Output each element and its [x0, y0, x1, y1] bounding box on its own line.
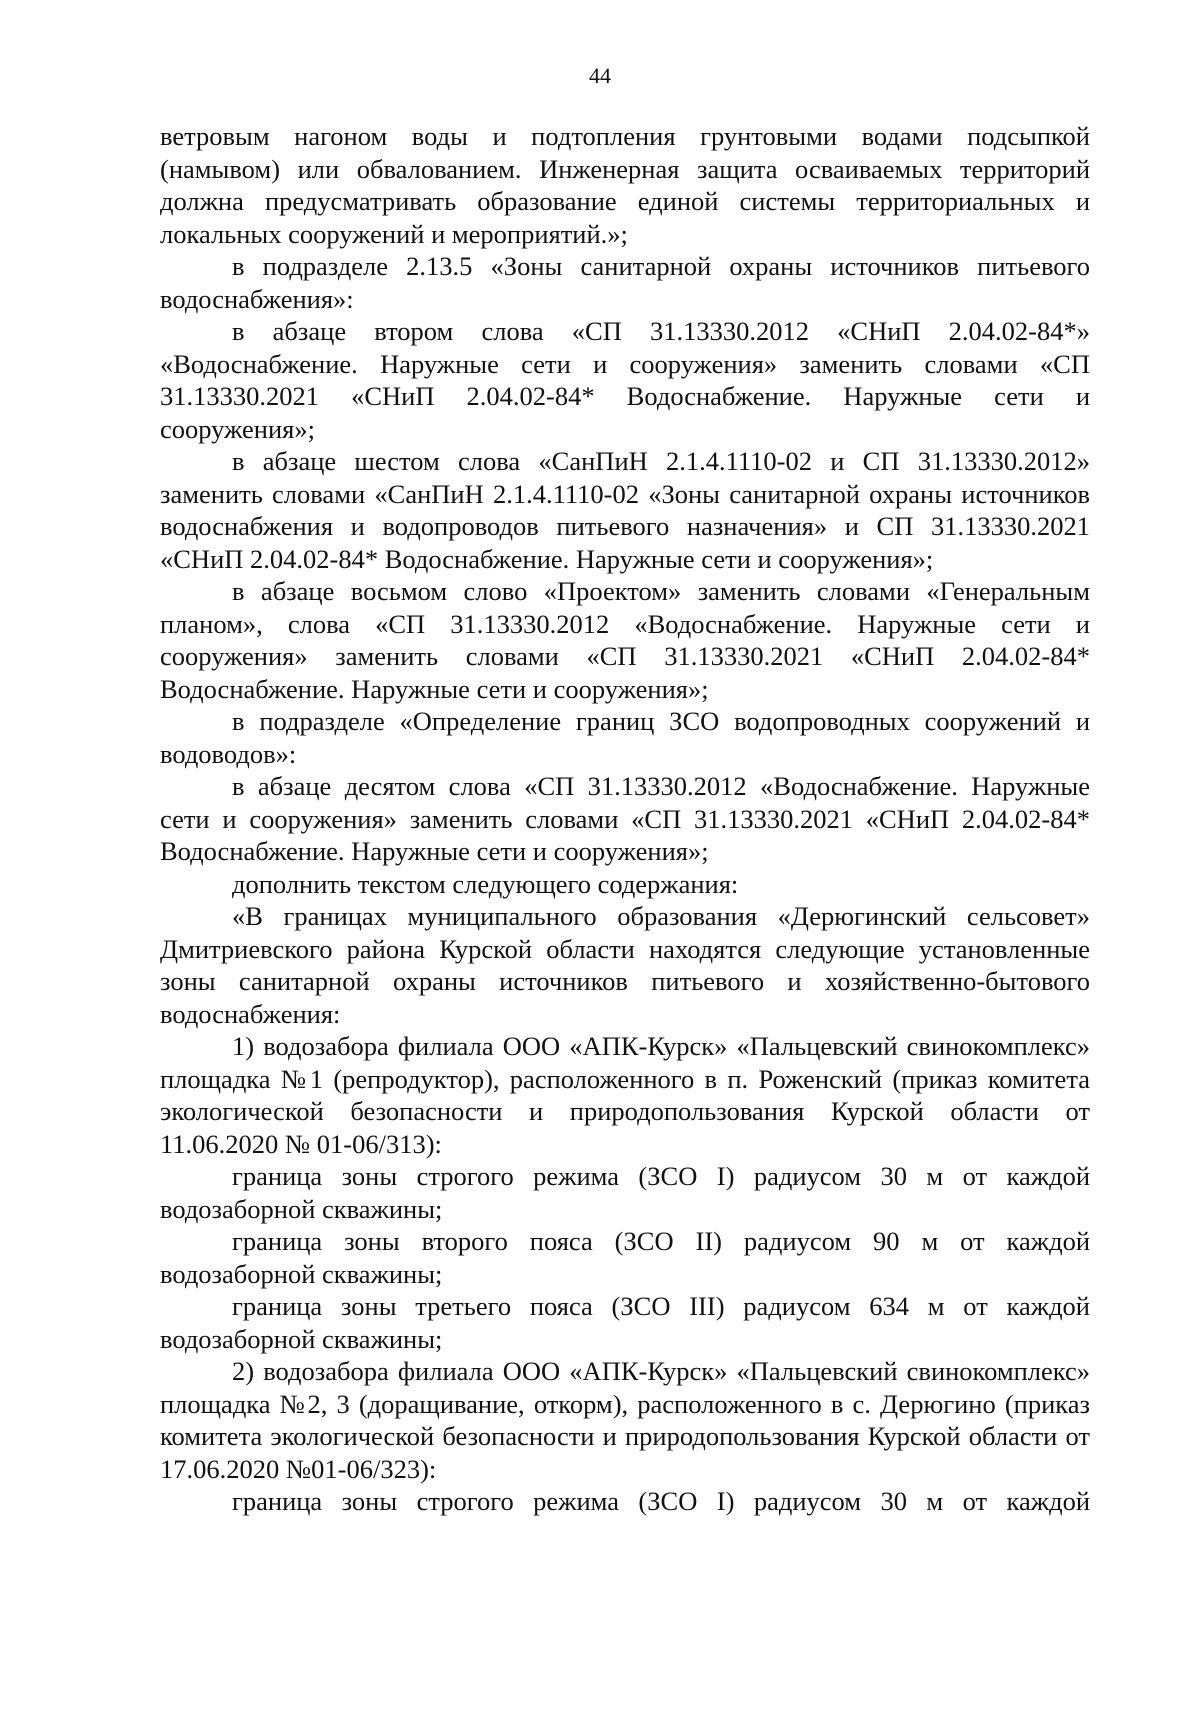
- paragraph-subsection-zso-borders: в подразделе «Определение границ ЗСО водопроводных сооружений и водоводов»:: [160, 706, 1090, 769]
- paragraph-abzats-vosmoy: в абзаце восьмом слово «Проектом» заменить словами «Генеральным планом», слова «СП 31.13330.2012 «Водоснабжение. Наружные сети и сооружения» заменить словами «СП 31.13330.2021 «СНиП 2.04.02-84* Водоснабжение. Наружные сети и сооружения»;: [160, 576, 1090, 704]
- paragraph-abzats-shestoy: в абзаце шестом слова «СанПиН 2.1.4.1110-02 и СП 31.13330.2012» заменить словами «СанПиН 2.1.4.1110-02 «Зоны санитарной охраны источников водоснабжения и водопроводов питьевого назначения» и СП 31.13330.2021 «СНиП 2.04.02-84* Водоснабжение. Наружные сети и сооружения»;: [160, 446, 1090, 574]
- paragraph-municipal-zones: «В границах муниципального образования «Дерюгинский сельсовет» Дмитриевского района Курской области находятся следующие установленные зоны санитарной охраны источников питьевого и хозяйственно-бытового водоснабжения:: [160, 901, 1090, 1029]
- document-body: [160, 120, 1090, 1518]
- paragraph-abzats-vtoroy: в абзаце втором слова «СП 31.13330.2012 «СНиП 2.04.02-84*» «Водоснабжение. Наружные сети и сооружения» заменить словами «СП 31.13330.2021 «СНиП 2.04.02-84* Водоснабжение. Наружные сети и сооружения»;: [160, 316, 1090, 444]
- paragraph-item-2: 2) водозабора филиала ООО «АПК-Курск» «Пальцевский свинокомплекс» площадка №2, 3 (доращивание, откорм), расположенного в с. Дерюгино (приказ комитета экологической безопасности и природопользования Курской области от 17.06.2020 №01-06/323):: [160, 1356, 1090, 1484]
- paragraph-continuation: ветровым нагоном воды и подтопления грунтовыми водами подсыпкой (намывом) или обвалованием. Инженерная защита осваиваемых территорий должна предусматривать образование единой системы территориальных и локальных сооружений и мероприятий.»;: [160, 121, 1090, 249]
- paragraph-add-text: дополнить текстом следующего содержания:: [232, 868, 739, 899]
- paragraph-zone-strict-1: граница зоны строгого режима (ЗСО I) радиусом 30 м от каждой водозаборной скважины;: [160, 1161, 1090, 1224]
- page-number: 44: [589, 63, 611, 88]
- paragraph-zone-third-1: граница зоны третьего пояса (ЗСО III) радиусом 634 м от каждой водозаборной скважины;: [160, 1291, 1090, 1354]
- paragraph-subsection-2-13-5: в подразделе 2.13.5 «Зоны санитарной охраны источников питьевого водоснабжения»:: [160, 251, 1090, 314]
- paragraph-zone-second-1: граница зоны второго пояса (ЗСО II) радиусом 90 м от каждой водозаборной скважины;: [160, 1226, 1090, 1289]
- paragraph-item-1: 1) водозабора филиала ООО «АПК-Курск» «Пальцевский свинокомплекс» площадка №1 (репродуктор), расположенного в п. Роженский (приказ комитета экологической безопасности и природопользования Курской области от 11.06.2020 № 01-06/313):: [160, 1031, 1090, 1159]
- paragraph-abzats-desyatyy: в абзаце десятом слова «СП 31.13330.2012 «Водоснабжение. Наружные сети и сооружения» заменить словами «СП 31.13330.2021 «СНиП 2.04.02-84* Водоснабжение. Наружные сети и сооружения»;: [160, 771, 1090, 866]
- paragraph-zone-strict-2: граница зоны строгого режима (ЗСО I) радиусом 30 м от каждой: [232, 1486, 1090, 1516]
